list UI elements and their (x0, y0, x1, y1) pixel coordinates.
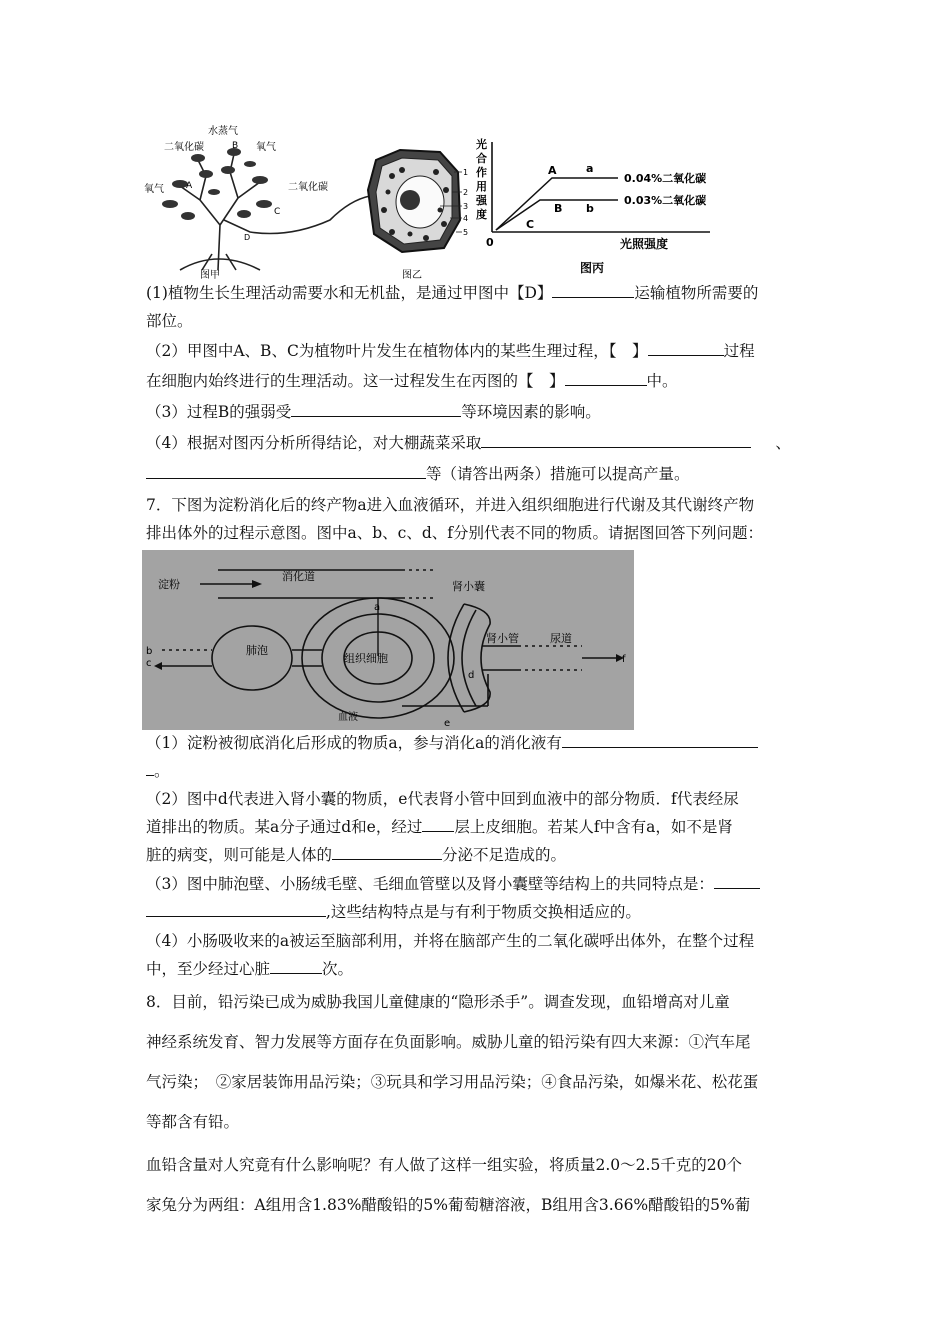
q7-p1-a: （1）淀粉被彻底消化后形成的物质a，参与消化a的消化液有 (146, 734, 562, 752)
point-a: A (548, 164, 557, 177)
q7-p2-e: 分泌不足造成的。 (442, 846, 567, 864)
q6-p3-b: 等环境因素的影响。 (461, 403, 601, 421)
q6-p1-b: 运输植物所需要的 (634, 284, 759, 302)
q6-part4-line2 (146, 462, 810, 486)
q7-part1-line2 (146, 759, 810, 783)
q6-p3-a: （3）过程B的强弱受 (146, 403, 292, 421)
q6-part1-line1 (146, 281, 810, 305)
q6-p1-blank[interactable] (552, 281, 634, 298)
q7-part1-line1 (146, 731, 810, 755)
q7-p1-blank-cont[interactable] (146, 759, 154, 776)
label-blood: 血液 (338, 712, 358, 723)
q8-line4: 等都含有铅。 (146, 1113, 240, 1131)
point-c: C (526, 218, 535, 231)
q6-p2-a: （2）甲图中A、B、C为植物叶片发生在植物体内的某些生理过程，【 】 (146, 342, 648, 360)
label-b: B (232, 141, 239, 151)
q6-p4-b: 、 (775, 434, 791, 452)
alveolus-char-1: 肺泡 (246, 644, 268, 657)
label-c: C (274, 207, 281, 217)
series-a-label: 0.04%二氧化碳 (624, 172, 707, 185)
q6-part2-line2 (146, 369, 810, 393)
cell-part-3: 3 (463, 202, 469, 211)
label-oxygen-left: 氧气 (144, 184, 164, 195)
label-d: d (468, 670, 475, 681)
digestion-circulation-figure (142, 550, 634, 730)
svg-text:合: 合 (476, 152, 487, 165)
q7-p2-blank-1[interactable] (422, 815, 454, 832)
graph-xlabel: 光照强度 (620, 237, 669, 251)
q8-line5: 血铅含量对人究竟有什么影响呢？有人做了这样一组实验，将质量2.0～2.5千克的20个 (146, 1156, 743, 1174)
q7-part2-line1: （2）图中d代表进入肾小囊的物质，e代表肾小管中回到血液中的部分物质．f代表经尿 (146, 790, 739, 808)
caption-yi: 图乙 (402, 270, 422, 280)
q6-p1-a: (1)植物生长生理活动需要水和无机盐，是通过甲图中【D】 (146, 284, 553, 302)
label-water-vapor: 水蒸气 (208, 126, 238, 137)
cell-part-4: 4 (463, 214, 469, 223)
svg-text:用: 用 (476, 180, 487, 193)
q7-p2-c: 层上皮细胞。若某人f中含有a，如不是肾 (454, 818, 733, 836)
q7-part3-line1 (146, 872, 810, 896)
label-co2-right: 二氧化碳 (288, 182, 328, 193)
cell-part-1: 1 (463, 168, 469, 177)
svg-text:作: 作 (476, 166, 487, 179)
point-b: B (554, 202, 563, 215)
photosynthesis-graph (470, 120, 730, 282)
q6-p2-blank-2[interactable] (565, 369, 647, 386)
q7-intro-line1: 7．下图为淀粉消化后的终产物a进入血液循环，并进入组织细胞进行代谢及其代谢终产物 (146, 496, 755, 514)
q7-p1-blank[interactable] (562, 731, 758, 748)
q7-p2-b: 道排出的物质。某a分子通过d和e，经过 (146, 818, 423, 836)
q8-line2: 神经系统发育、智力发展等方面存在负面影响。威胁儿童的铅污染有四大来源：①汽车尾 (146, 1033, 751, 1051)
q6-p4-c: 等（请答出两条）措施可以提高产量。 (426, 465, 690, 483)
svg-text:光: 光 (476, 138, 487, 151)
label-f: f (622, 654, 626, 665)
svg-text:强: 强 (476, 194, 487, 207)
q7-p4-b: 中，至少经过心脏 (146, 960, 271, 978)
plant-leaves (162, 148, 272, 220)
label-kidney-capsule: 肾小囊 (452, 580, 485, 593)
q6-p4-a: （4）根据对图丙分析所得结论，对大棚蔬菜采取 (146, 434, 482, 452)
q7-part2-line3 (146, 843, 810, 867)
label-a: A (186, 181, 193, 191)
curve-b-label: b (586, 202, 594, 215)
q6-p2-b: 过程 (723, 342, 755, 360)
label-renal-tubule: 肾小管 (486, 632, 519, 645)
q7-p1-b: 。 (154, 762, 170, 780)
plant-cell-figure (140, 120, 470, 280)
graph-origin: 0 (486, 236, 494, 249)
q7-part4-line1: （4）小肠吸收来的a被运至脑部利用，并将在脑部产生的二氧化碳呼出体外，在整个过程 (146, 932, 755, 950)
q7-intro-line2: 排出体外的过程示意图。图中a、b、c、d、f分别代表不同的物质。请据图回答下列问题： (146, 524, 764, 542)
label-alveolus (246, 643, 268, 657)
q7-p2-d: 脏的病变，则可能是人体的 (146, 846, 333, 864)
q7-part4-line2 (146, 957, 810, 981)
q6-part3 (146, 400, 810, 424)
cell-part-2: 2 (463, 188, 469, 197)
plant-cell (368, 150, 460, 252)
q8-line6: 家兔分为两组：A组用含1.83%醋酸铅的5%葡萄糖溶液，B组用含3.66%醋酸铅的5%葡 (146, 1196, 751, 1214)
label-d: D (244, 233, 251, 242)
caption-jia: 图甲 (200, 270, 220, 280)
cell-part-5: 5 (463, 228, 469, 237)
series-b-label: 0.03%二氧化碳 (624, 194, 707, 207)
q6-part4-line1 (146, 431, 810, 455)
label-tissue-cell: 组织细胞 (344, 652, 388, 665)
q7-p3-a: （3）图中肺泡壁、小肠绒毛壁、毛细血管壁以及肾小囊壁等结构上的共同特点是： (146, 875, 714, 893)
graph-ylabel (475, 137, 488, 221)
q7-p2-blank-2[interactable] (332, 843, 442, 860)
q7-p3-blank-cont[interactable] (146, 900, 326, 917)
svg-text:度: 度 (476, 208, 487, 221)
q6-p3-blank[interactable] (291, 400, 461, 417)
label-urethra: 尿道 (550, 632, 572, 645)
q6-part1-line2: 部位。 (146, 312, 193, 330)
label-starch: 淀粉 (158, 578, 180, 591)
q6-p4-blank-1[interactable] (481, 431, 751, 448)
graph-caption: 图丙 (580, 261, 605, 275)
label-a: a (374, 602, 381, 613)
q6-p2-d: 中。 (646, 372, 678, 390)
label-digestive-tract: 消化道 (282, 570, 315, 583)
q7-p3-b: ,这些结构特点是与有利于物质交换相适应的。 (326, 903, 641, 921)
q6-part2-line1 (146, 339, 810, 363)
q8-line1: 8．目前，铅污染已成为威胁我国儿童健康的“隐形杀手”。调查发现，血铅增高对儿童 (146, 993, 730, 1011)
q7-p3-blank[interactable] (714, 872, 760, 889)
q7-p4-blank[interactable] (270, 957, 322, 974)
curve-a-label: a (586, 162, 594, 175)
q7-p4-c: 次。 (322, 960, 354, 978)
q7-part2-line2 (146, 815, 810, 839)
q6-p2-c: 在细胞内始终进行的生理活动。这一过程发生在丙图的【 】 (146, 372, 565, 390)
q6-p4-blank-2[interactable] (146, 462, 426, 479)
label-e: e (444, 718, 451, 729)
label-c: c (146, 658, 152, 669)
q8-line3: 气污染； ②家居装饰用品污染；③玩具和学习用品污染；④食品污染，如爆米花、松花蛋 (146, 1073, 759, 1091)
label-co2-left: 二氧化碳 (164, 142, 204, 153)
q6-p2-blank-1[interactable] (648, 339, 724, 356)
label-b: b (146, 646, 153, 657)
label-oxygen-right: 氧气 (256, 142, 276, 153)
q7-part3-line2 (146, 900, 810, 924)
